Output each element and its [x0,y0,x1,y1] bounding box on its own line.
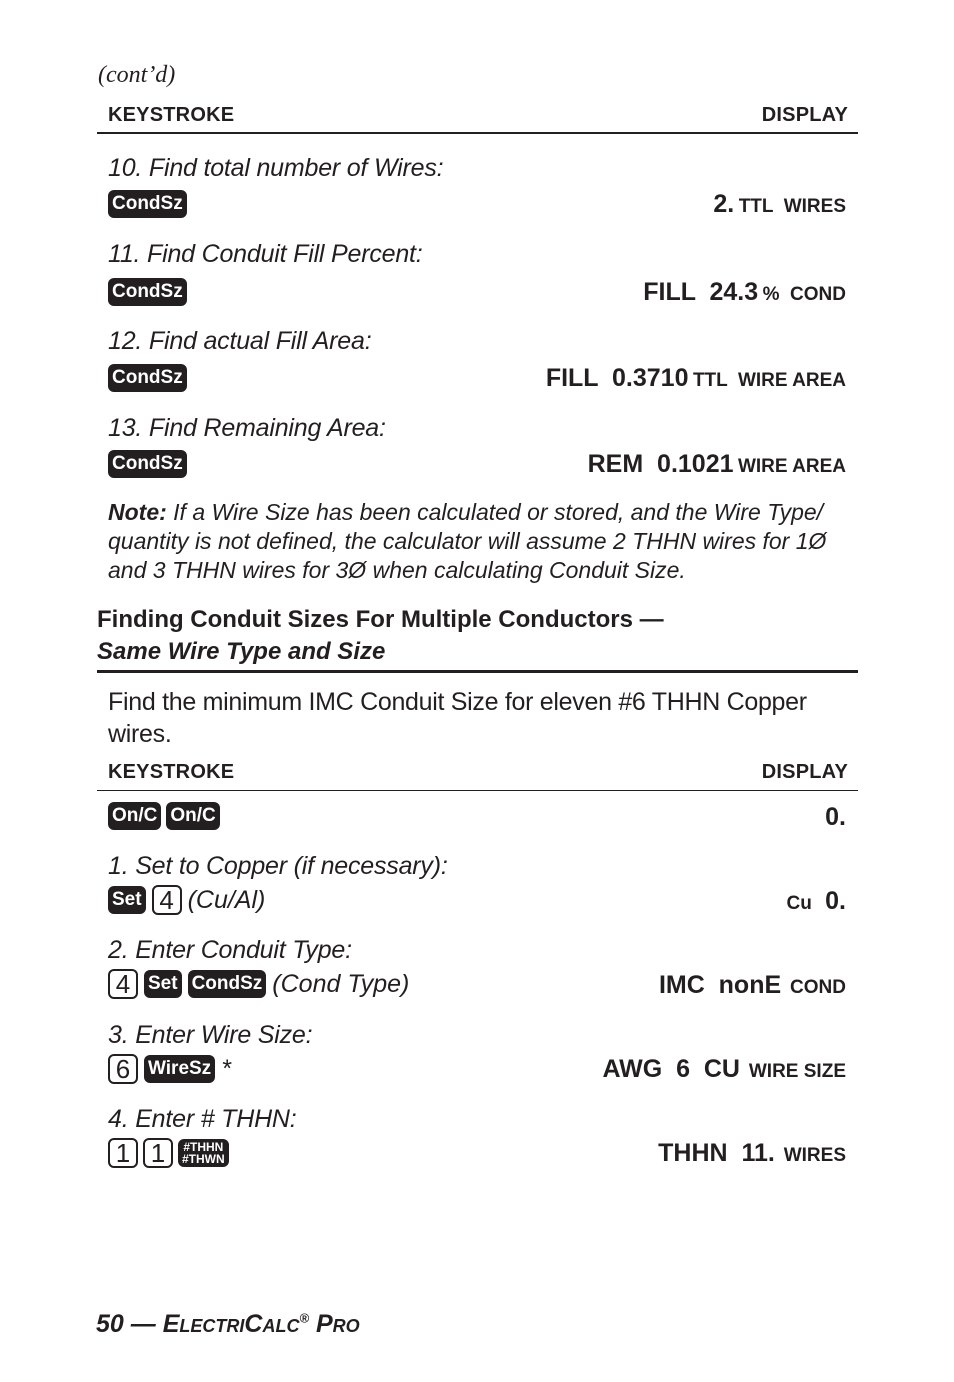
footnote-asterisk: * [221,1054,231,1083]
header-rule [97,132,858,134]
step-text: 12. Find actual Fill Area: [108,327,372,355]
display-value: AWG 6 CU [602,1055,740,1083]
digit-key: 4 [108,969,138,999]
display-readout [546,364,846,393]
keystroke-sequence [108,364,187,392]
brand-p: P [309,1310,333,1338]
display-header: DISPLAY [761,761,848,783]
display-readout [713,190,846,219]
step-text: 2. Enter Conduit Type: [108,936,352,964]
display-value: THHN 11. [658,1139,775,1167]
display-readout [602,1055,846,1084]
keystroke-sequence [108,1138,229,1168]
condsz-key: CondSz [108,190,187,218]
display-unit: WIRES [783,1145,846,1166]
set-key: Set [144,970,182,998]
keystroke-sequence [108,450,187,478]
display-value: IMC nonE [658,971,782,999]
display-unit: COND [790,977,846,998]
keystroke-sequence [108,969,409,999]
brand-ro: RO [332,1316,360,1336]
key-description: (Cu/Al) [187,885,266,914]
key-bottom-label: #THWN [182,1152,225,1166]
condsz-key: CondSz [108,450,187,478]
display-readout [786,887,846,916]
onc-key: On/C [108,802,161,830]
step-text: 10. Find total number of Wires: [108,154,444,182]
display-value: 0. [825,803,846,831]
step-text: 1. Set to Copper (if necessary): [108,852,448,880]
display-unit: WIRE SIZE [748,1061,846,1082]
note-text: If a Wire Size has been calculated or stored, and the Wire Type/ quantity is not defined, the calculator will assume 2 THHN wires for 1Ø and 3 THHN wires for 3Ø when calculating Conduit Size. [108,499,827,583]
digit-key: 1 [108,1138,138,1168]
display-readout [658,1139,846,1168]
keystroke-sequence [108,802,220,830]
display-value: FILL 24.3 [643,278,759,306]
continued-label: (cont’d) [98,62,176,88]
note-label: Note: [108,499,167,525]
display-unit: TTL WIRE AREA [692,370,846,391]
set-key: Set [108,886,146,914]
display-readout [825,803,846,832]
keystroke-sequence [108,885,265,915]
onc-key: On/C [166,802,219,830]
page-footer [96,1310,360,1339]
display-header: DISPLAY [761,104,848,126]
brand-alc: ALC [262,1316,300,1336]
thhn-thwn-key [178,1139,229,1167]
brand-c: C [244,1310,263,1338]
step-text: 4. Enter # THHN: [108,1105,297,1133]
digit-key: 4 [152,885,182,915]
display-unit: % COND [762,284,846,305]
section-heading [97,604,664,668]
section-subtitle: Same Wire Type and Size [97,638,386,665]
intro-paragraph: Find the minimum IMC Conduit Size for eleven #6 THHN Copper wires. [108,688,807,748]
header-rule [97,790,858,791]
display-unit: Cu [786,893,812,914]
key-description: (Cond Type) [272,969,410,998]
digit-key: 6 [108,1054,138,1084]
section-title: Finding Conduit Sizes For Multiple Conductors — [97,606,664,633]
step-text: 11. Find Conduit Fill Percent: [108,240,423,268]
display-value: 0. [825,887,846,915]
display-value: FILL 0.3710 [545,364,689,392]
step-text: 3. Enter Wire Size: [108,1021,313,1049]
brand-lectri: LECTRI [179,1316,245,1336]
keystroke-header: KEYSTROKE [108,104,235,126]
display-value: REM 0.1021 [587,450,734,478]
condsz-key: CondSz [188,970,267,998]
wiresz-key: WireSz [144,1055,215,1083]
keystroke-sequence [108,190,187,218]
display-readout [588,450,846,479]
display-unit: WIRE AREA [737,456,846,477]
keystroke-sequence [108,278,187,306]
display-readout [659,971,846,1000]
page-number: 50 — [96,1310,163,1338]
keystroke-header: KEYSTROKE [108,761,235,783]
display-value: 2. [713,190,735,218]
brand-e: E [162,1310,180,1338]
keystroke-sequence [108,1054,231,1084]
display-readout [643,278,846,307]
condsz-key: CondSz [108,364,187,392]
note-paragraph [108,498,848,585]
step-text: 13. Find Remaining Area: [108,414,386,442]
key-top-label: #THHN [183,1140,224,1154]
section-rule [97,670,858,673]
condsz-key: CondSz [108,278,187,306]
registered-mark: ® [299,1310,310,1326]
digit-key: 1 [143,1138,173,1168]
display-unit: TTL WIRES [738,196,846,217]
